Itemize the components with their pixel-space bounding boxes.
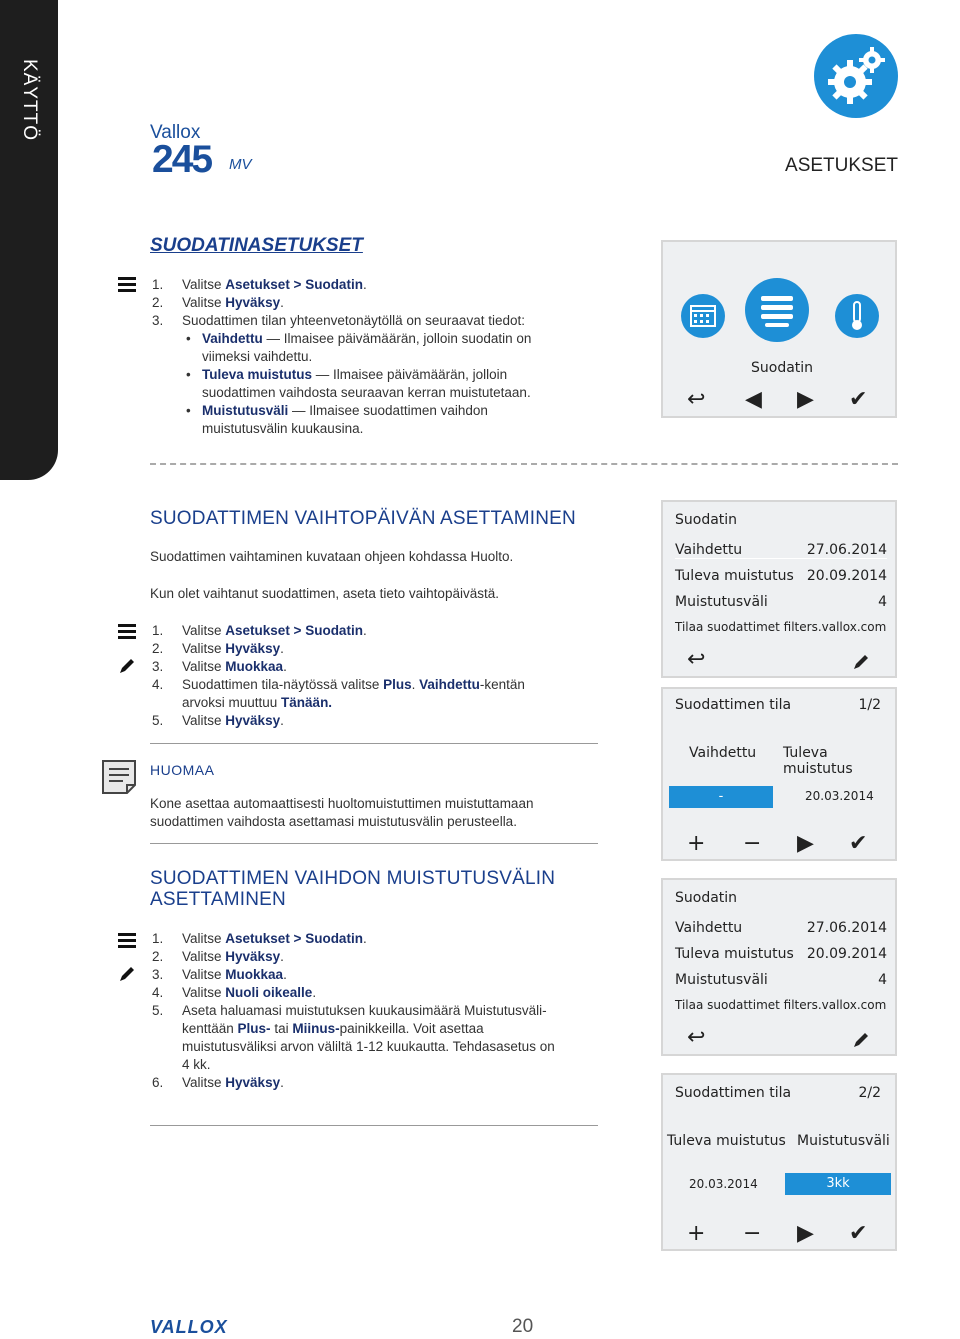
block2-p2: Kun olet vaihtanut suodattimen, aseta tieto vaihtopäivästä. (150, 586, 499, 601)
plus-icon[interactable]: + (687, 831, 706, 856)
note-rule-top (150, 743, 598, 744)
check-icon[interactable]: ✔ (849, 1221, 868, 1246)
back-icon[interactable]: ↩ (687, 1025, 706, 1050)
note-icon (101, 759, 137, 795)
block2-p1: Suodattimen vaihtaminen kuvataan ohjeen kohdassa Huolto. (150, 549, 514, 564)
note-text: Kone asettaa automaattisesti huoltomuistuttimen muistuttamaan suodattimen vaihdosta asettamasi muistutusvälin perusteella. (150, 796, 534, 829)
summary-screen-b: Suodatin Vaihdettu 27.06.2014 Tuleva muistutus 20.09.2014 Muistutusväli 4 Tilaa suodattimet filters.vallox.com ↩ (661, 878, 897, 1056)
logo-brand: Vallox (150, 122, 201, 143)
order-filters-link[interactable]: Tilaa suodattimet filters.vallox.com (675, 998, 887, 1012)
edit-icon (117, 656, 137, 676)
edit-icon[interactable] (851, 652, 871, 672)
order-filters-link[interactable]: Tilaa suodattimet filters.vallox.com (675, 620, 887, 634)
logo-suffix: MV (229, 156, 252, 173)
thermometer-icon (833, 292, 881, 340)
menu-icon (118, 624, 136, 640)
summary-screen-a (661, 500, 897, 678)
arrow-right-icon[interactable]: ▶ (797, 831, 814, 856)
menu-icon (118, 933, 136, 949)
note-title: HUOMAA (150, 762, 215, 778)
section-header: ASETUKSET (785, 155, 898, 176)
summary-row: Muistutusväli 4 (675, 972, 887, 988)
arrow-left-icon[interactable]: ◀ (745, 387, 762, 412)
menu-icon (118, 277, 136, 293)
bullet-tuleva: • Tuleva muistutus — Ilmaisee päivämäärän, jolloin (186, 367, 508, 382)
footer-logo: VALLOX (150, 1317, 228, 1337)
minus-icon[interactable]: − (743, 831, 762, 856)
block1-steps: 1. Valitse Asetukset > Suodatin. 2. Valitse Hyväksy. 3. Suodattimen tilan yhteenvetonäytöllä on seuraavat tiedot: • Vaihdettu — Ilmaisee päivämäärän, jolloin suodatin on viimeksi vaihdettu. • Tuleva muistutus — Ilmaisee päivämäärän, jolloin suodattimen vaihdosta seuraavan kerran muistutetaan. • Muistutusväli — Ilmaisee suodattimen vaihdon muistutusvälin kuukausina. (152, 276, 612, 438)
arrow-right-icon[interactable]: ▶ (797, 387, 814, 412)
menu-screen (661, 240, 897, 418)
block3-rule (150, 1125, 598, 1126)
back-icon[interactable]: ↩ (687, 647, 706, 672)
calendar-icon (679, 292, 727, 340)
summary-row: Tuleva muistutus 20.09.2014 (675, 946, 887, 962)
section-divider (150, 463, 898, 465)
plus-icon[interactable]: + (687, 1221, 706, 1246)
summary-row: Muistutusväli 4 (675, 594, 887, 610)
check-icon[interactable]: ✔ (849, 387, 868, 412)
menu-screen-label: Suodatin (751, 360, 814, 376)
changed-date-field[interactable]: - (669, 786, 773, 808)
filter-icon (743, 276, 811, 344)
settings-gear-icon (812, 32, 900, 120)
block2-steps: 1. Valitse Asetukset > Suodatin. 2. Valitse Hyväksy. 3. Valitse Muokkaa. 4. Suodattimen tila-näytössä valitse Plus. Vaihdettu-kentän arvoksi muuttuu Tänään. 5. Valitse Hyväksy. (152, 623, 525, 728)
back-icon[interactable]: ↩ (687, 387, 706, 412)
block3-steps: 1. Valitse Asetukset > Suodatin. 2. Valitse Hyväksy. 3. Valitse Muokkaa. 4. Valitse Nuoli oikealle. 5. Aseta haluamasi muistutuksen kuukausimäärä Muistutusväli- kenttään Plus- tai Miinus-painikkeilla. Voit asettaa muistutusväliksi arvon väliltä 1-12 kuukautta. Tehdasasetus on 4 kk. 6. Valitse Hyväksy. (152, 931, 555, 1090)
summary-title: Suodatin (675, 512, 738, 528)
check-icon[interactable]: ✔ (849, 831, 868, 856)
side-tab-label: KÄYTTÖ (19, 59, 40, 142)
bullet-vaihdettu: • Vaihdettu — Ilmaisee päivämäärän, jolloin suodatin on (186, 331, 532, 346)
edit-icon (117, 964, 137, 984)
reminder-interval-field[interactable]: 3kk (785, 1173, 891, 1195)
minus-icon[interactable]: − (743, 1221, 762, 1246)
note-rule-bottom (150, 843, 598, 844)
summary-row: Vaihdettu 27.06.2014 (675, 920, 887, 936)
bullet-muistutusvali: • Muistutusväli — Ilmaisee suodattimen vaihdon (186, 403, 488, 418)
block3-title: SUODATTIMEN VAIHDON MUISTUTUSVÄLIN ASETTAMINEN (150, 868, 556, 910)
filter-status-screen-1: Suodattimen tila 1/2 Vaihdettu Tuleva muistutus - 20.03.2014 + − ▶ ✔ (661, 687, 897, 861)
page-number: 20 (512, 1316, 534, 1337)
arrow-right-icon[interactable]: ▶ (797, 1221, 814, 1246)
block2-title: SUODATTIMEN VAIHTOPÄIVÄN ASETTAMINEN (150, 508, 576, 529)
logo-model: 245 (152, 138, 212, 181)
summary-row: Vaihdettu 27.06.2014 (675, 542, 887, 558)
filter-status-screen-2: Suodattimen tila 2/2 Tuleva muistutus Muistutusväli 20.03.2014 3kk + − ▶ ✔ (661, 1073, 897, 1251)
edit-icon[interactable] (851, 1030, 871, 1050)
summary-row: Tuleva muistutus 20.09.2014 (675, 568, 887, 584)
block1-title: SUODATINASETUKSET (150, 235, 363, 256)
